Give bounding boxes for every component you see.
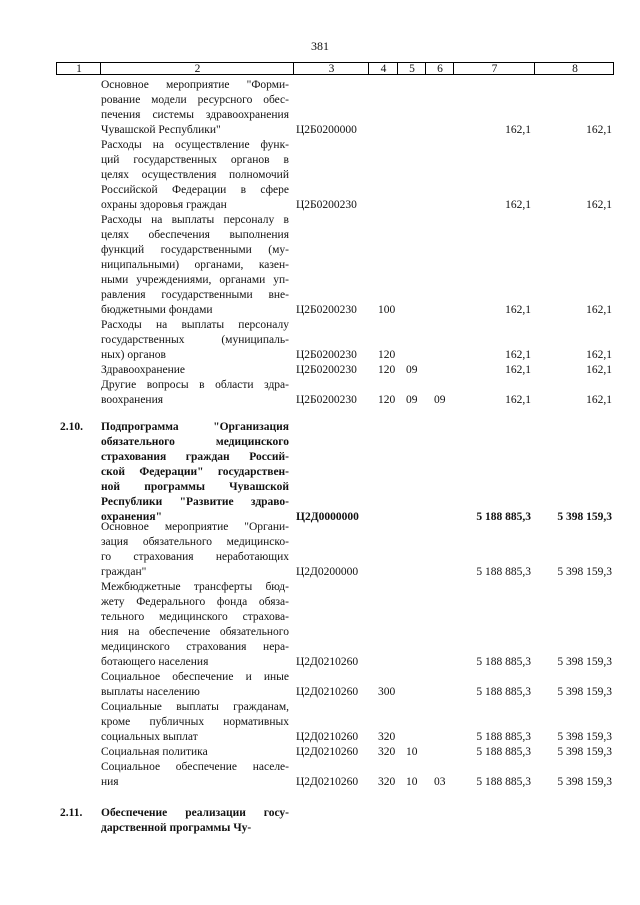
page-number: 381 (311, 39, 329, 53)
row-name-line: Расходы на выплаты персоналу (101, 319, 289, 331)
row-name-line: выплаты населению (101, 686, 200, 698)
row-name-line: Социальное обеспечение и иные (101, 671, 289, 683)
row-name-line: Социальное обеспечение населе- (101, 761, 289, 773)
row-name (101, 138, 289, 213)
subsection: 09 (434, 394, 446, 406)
row-name (101, 580, 289, 670)
target-code: Ц2Д0210260 (296, 686, 359, 698)
table-row (0, 318, 640, 363)
header-cell-6: 6 (437, 63, 443, 75)
table-row (0, 138, 640, 213)
amount-year-1: 5 188 885,3 (476, 566, 531, 578)
header-divider (453, 63, 454, 74)
table-row (0, 700, 640, 745)
section: 09 (406, 394, 418, 406)
table-row (0, 520, 640, 580)
amount-year-2: 162,1 (586, 364, 612, 376)
row-name (101, 318, 289, 363)
row-name-line: Основное мероприятие "Органи- (101, 521, 289, 533)
amount-year-2: 5 398 159,3 (557, 686, 612, 698)
row-name (101, 78, 289, 138)
amount-year-1: 162,1 (505, 349, 531, 361)
expense-type: 120 (378, 349, 396, 361)
row-name-line: функций государственными (му- (101, 244, 289, 256)
table-row (0, 78, 640, 138)
row-name-line: кроме публичных нормативных (101, 716, 289, 728)
header-divider (534, 63, 535, 74)
amount-year-2: 162,1 (586, 199, 612, 211)
target-code: Ц2Б0200230 (296, 349, 357, 361)
row-name (101, 363, 289, 378)
row-name-line: Здравоохранение (101, 364, 186, 376)
row-name (101, 378, 289, 408)
row-name (101, 213, 289, 318)
header-cell-3: 3 (328, 63, 335, 75)
row-name-line: Обеспечение реализации госу- (101, 807, 289, 819)
amount-year-2: 162,1 (586, 349, 612, 361)
section: 10 (406, 746, 418, 758)
row-number: 2.10. (60, 421, 83, 433)
row-name-line: ния на обеспечение обязательного (101, 626, 289, 638)
row-name-line: ботающего населения (101, 656, 209, 668)
amount-year-2: 5 398 159,3 (557, 656, 612, 668)
subsection: 03 (434, 776, 446, 788)
row-name-line: ной программы Чувашской (101, 481, 289, 493)
table-row (0, 213, 640, 318)
row-name (101, 420, 289, 525)
amount-year-2: 5 398 159,3 (557, 746, 612, 758)
header-cell-1: 1 (76, 63, 82, 75)
expense-type: 320 (378, 731, 396, 743)
header-cell-5: 5 (409, 63, 415, 75)
row-name-line: Расходы на выплаты персоналу в (101, 214, 289, 226)
header-divider (397, 63, 398, 74)
row-name-line: Социальные выплаты гражданам, (101, 701, 289, 713)
header-divider (425, 63, 426, 74)
row-name-line: страхования граждан Россий- (101, 451, 289, 463)
row-name-line: охранения" (101, 511, 162, 523)
expense-type: 320 (378, 776, 396, 788)
header-divider (368, 63, 369, 74)
target-code: Ц2Б0200230 (296, 394, 357, 406)
target-code: Ц2Д0210260 (296, 656, 359, 668)
table-row (0, 363, 640, 378)
row-name-line: медицинского страхования нера- (101, 641, 289, 653)
row-name-line: целях обеспечения выполнения (101, 229, 289, 241)
table-row (0, 745, 640, 760)
header-cell-2: 2 (194, 63, 201, 75)
table-row (0, 806, 640, 836)
amount-year-1: 162,1 (505, 394, 531, 406)
amount-year-2: 162,1 (586, 124, 612, 136)
amount-year-1: 5 188 885,3 (476, 511, 531, 523)
row-name-line: граждан" (101, 566, 147, 578)
expense-type: 120 (378, 364, 396, 376)
header-divider (100, 63, 101, 74)
row-name (101, 670, 289, 700)
row-name-line: Другие вопросы в области здра- (101, 379, 289, 391)
amount-year-1: 5 188 885,3 (476, 686, 531, 698)
row-name-line: ниципальными) органами, казен- (101, 259, 289, 271)
row-name-line: Расходы на осуществление функ- (101, 139, 289, 151)
expense-type: 100 (378, 304, 396, 316)
target-code: Ц2Д0200000 (296, 566, 359, 578)
row-name-line: Основное мероприятие "Форми- (101, 79, 289, 91)
row-name-line: Республики "Развитие здраво- (101, 496, 289, 508)
target-code: Ц2Д0000000 (296, 511, 359, 523)
row-name (101, 520, 289, 580)
amount-year-2: 5 398 159,3 (557, 566, 612, 578)
row-name-line: рование модели ресурсного обес- (101, 94, 289, 106)
row-name-line: целях осуществления полномочий (101, 169, 289, 181)
amount-year-1: 5 188 885,3 (476, 746, 531, 758)
row-name-line: ными учреждениями, органами уп- (101, 274, 289, 286)
row-name-line: Чувашской Республики" (101, 124, 221, 136)
amount-year-1: 162,1 (505, 199, 531, 211)
row-name-line: воохранения (101, 394, 164, 406)
amount-year-2: 5 398 159,3 (557, 731, 612, 743)
header-cell-8: 8 (572, 63, 578, 75)
table-row (0, 378, 640, 408)
row-name-line: равления государственными вне- (101, 289, 289, 301)
target-code: Ц2Б0200230 (296, 304, 357, 316)
row-name-line: Межбюджетные трансферты бюд- (101, 581, 289, 593)
amount-year-2: 162,1 (586, 304, 612, 316)
row-name-line: обязательного медицинского (101, 436, 289, 448)
row-name-line: ния (101, 776, 119, 788)
amount-year-1: 162,1 (505, 364, 531, 376)
table-row (0, 420, 640, 525)
row-name-line: дарственной программы Чу- (101, 822, 252, 834)
target-code: Ц2Б0200230 (296, 199, 357, 211)
row-name-line: социальных выплат (101, 731, 198, 743)
row-name-line: го страхования неработающих (101, 551, 289, 563)
target-code: Ц2Д0210260 (296, 731, 359, 743)
row-name (101, 806, 289, 836)
row-name-line: охраны здоровья граждан (101, 199, 227, 211)
amount-year-2: 162,1 (586, 394, 612, 406)
amount-year-2: 5 398 159,3 (557, 776, 612, 788)
amount-year-1: 162,1 (505, 304, 531, 316)
row-name (101, 700, 289, 745)
row-name-line: бюджетными фондами (101, 304, 213, 316)
header-cell-7: 7 (491, 63, 498, 75)
row-name-line: ций государственных органов в (101, 154, 289, 166)
amount-year-1: 162,1 (505, 124, 531, 136)
expense-type: 320 (378, 746, 396, 758)
amount-year-2: 5 398 159,3 (557, 511, 612, 523)
expense-type: 300 (378, 686, 396, 698)
table-row (0, 670, 640, 700)
header-divider (293, 63, 294, 74)
row-name-line: государственных (муниципаль- (101, 334, 289, 346)
amount-year-1: 5 188 885,3 (476, 776, 531, 788)
header-cell-4: 4 (380, 63, 387, 75)
row-number: 2.11. (60, 807, 83, 819)
row-name-line: Подпрограмма "Организация (101, 421, 289, 433)
row-name-line: жету Федерального фонда обяза- (101, 596, 289, 608)
row-name-line: ных) органов (101, 349, 166, 361)
target-code: Ц2Б0200000 (296, 124, 357, 136)
row-name (101, 760, 289, 790)
amount-year-1: 5 188 885,3 (476, 656, 531, 668)
row-name-line: печения системы здравоохранения (101, 109, 289, 121)
row-name-line: зация обязательного медицинско- (101, 536, 289, 548)
amount-year-1: 5 188 885,3 (476, 731, 531, 743)
target-code: Ц2Д0210260 (296, 776, 359, 788)
row-name-line: тельного медицинского страхова- (101, 611, 289, 623)
row-name-line: Российской Федерации в сфере (101, 184, 289, 196)
table-header (56, 62, 614, 75)
target-code: Ц2Б0200230 (296, 364, 357, 376)
section: 10 (406, 776, 418, 788)
table-row (0, 580, 640, 670)
row-name-line: Социальная политика (101, 746, 208, 758)
row-name-line: ской Федерации" государствен- (101, 466, 289, 478)
section: 09 (406, 364, 418, 376)
target-code: Ц2Д0210260 (296, 746, 359, 758)
table-row (0, 760, 640, 790)
row-name (101, 745, 289, 760)
expense-type: 120 (378, 394, 396, 406)
